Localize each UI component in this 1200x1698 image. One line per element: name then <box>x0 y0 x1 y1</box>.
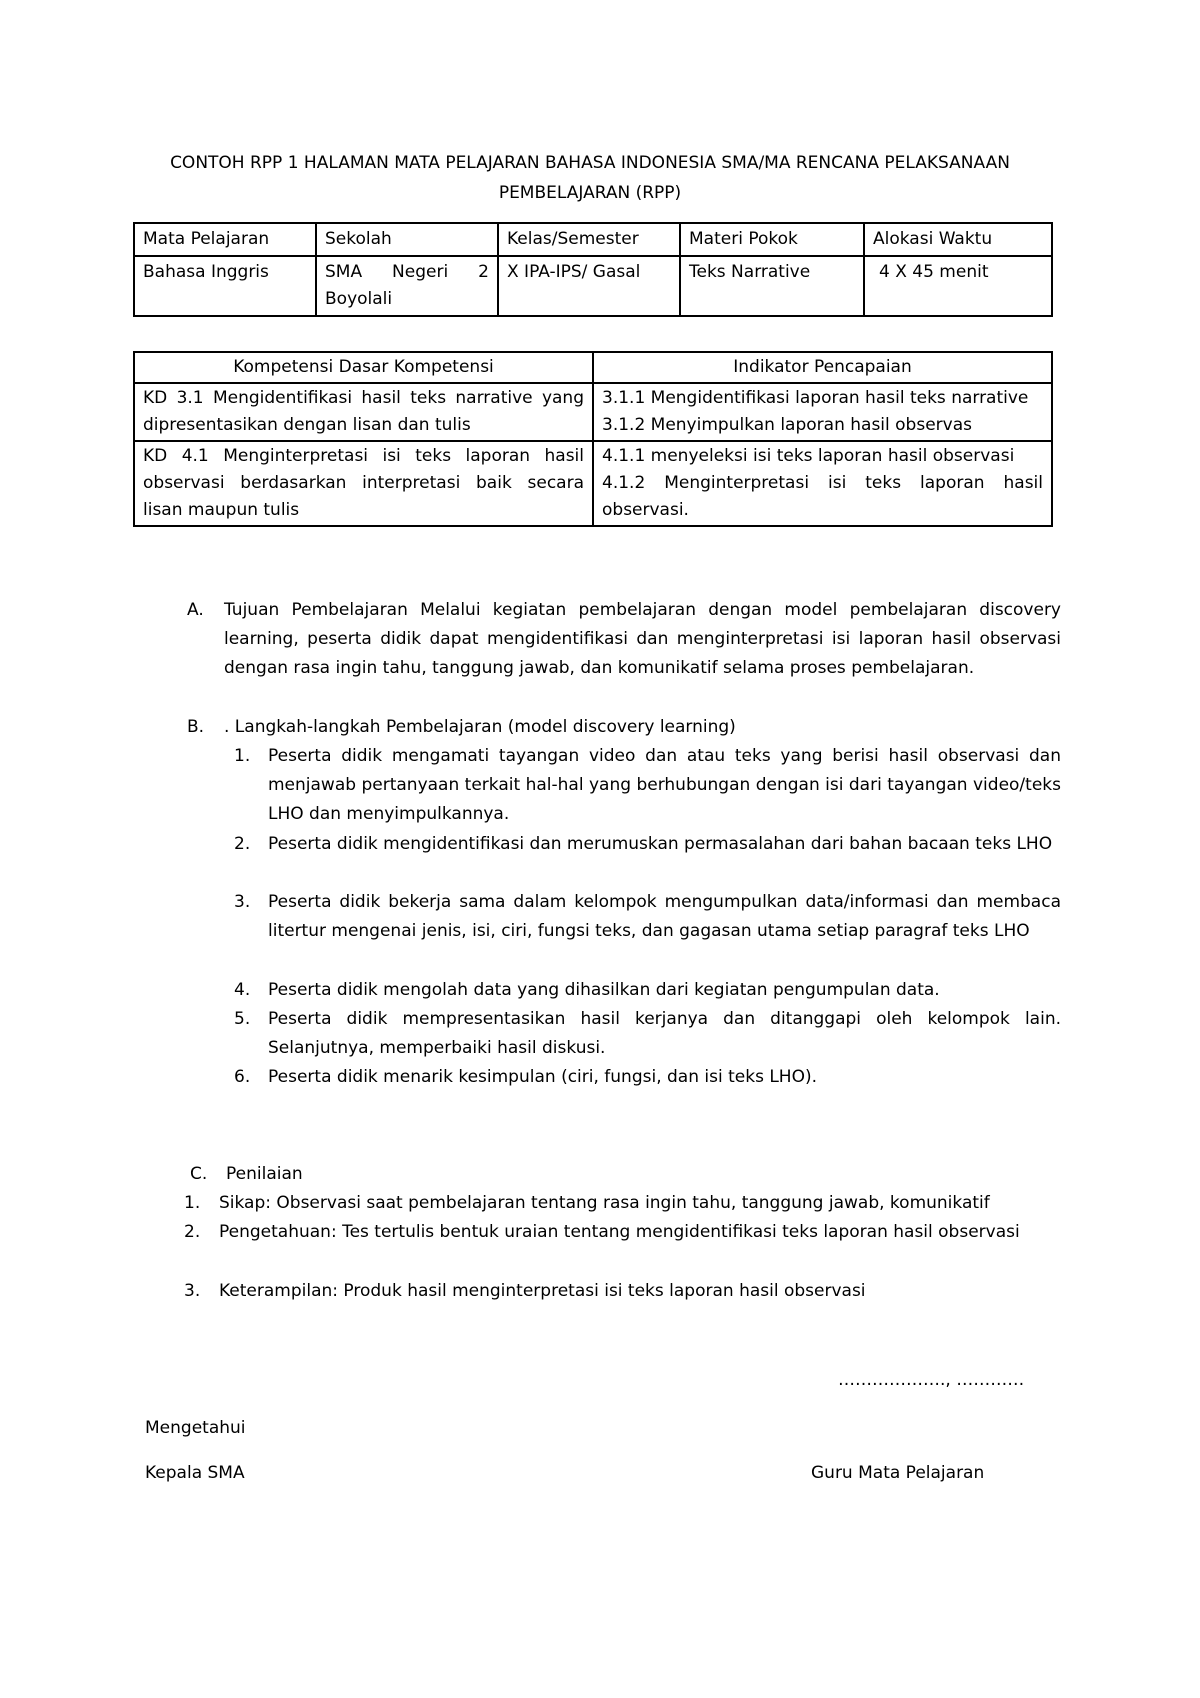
header-kompetensi-dasar: Kompetensi Dasar Kompetensi <box>134 352 593 383</box>
step-text: Peserta didik menarik kesimpulan (ciri, fungsi, dan isi teks LHO). <box>268 1067 817 1087</box>
section-a-marker: A. <box>187 600 204 620</box>
acknowledged-label: Mengetahui <box>145 1418 246 1438</box>
kd-cell: KD 3.1 Mengidentifikasi hasil teks narrative yang dipresentasikan dengan lisan dan tulis <box>134 383 593 441</box>
document-title <box>120 148 1060 208</box>
info-table-header-row <box>134 223 1052 256</box>
header-materi-pokok: Materi Pokok <box>680 223 864 256</box>
step-text: Peserta didik bekerja sama dalam kelompok mengumpulkan data/informasi dan membaca litertur mengenai jenis, isi, ciri, fungsi teks, dan gagasan utama setiap paragraf teks LHO <box>268 892 1061 941</box>
kd-table-row <box>134 383 1052 441</box>
value-materi-pokok: Teks Narrative <box>680 256 864 316</box>
indicator-cell <box>593 441 1052 526</box>
step-number: 6. <box>234 1067 251 1087</box>
assessment-text: Sikap: Observasi saat pembelajaran tentang rasa ingin tahu, tanggung jawab, komunikatif <box>219 1193 990 1213</box>
assessment-number: 2. <box>184 1222 201 1242</box>
indicator-item: 4.1.2 Menginterpretasi isi teks laporan hasil observasi. <box>602 473 1043 520</box>
value-sekolah: SMA Negeri 2 Boyolali <box>316 256 498 316</box>
step-text: Peserta didik mengolah data yang dihasilkan dari kegiatan pengumpulan data. <box>268 980 940 1000</box>
kd-table-header-row <box>134 352 1052 383</box>
info-table-value-row <box>134 256 1052 316</box>
section-a-text: Tujuan Pembelajaran Melalui kegiatan pembelajaran dengan model pembelajaran discovery learning, peserta didik dapat mengidentifikasi dan menginterpretasi isi laporan hasil observasi dengan rasa ingin tahu, tanggung jawab, dan komunikatif selama proses pembelajaran. <box>224 600 1061 678</box>
section-b-heading: . Langkah-langkah Pembelajaran (model discovery learning) <box>224 717 736 737</box>
step-number: 1. <box>234 746 251 766</box>
step-text: Peserta didik mengamati tayangan video dan atau teks yang berisi hasil observasi dan menjawab pertanyaan terkait hal-hal yang berhubungan dengan isi dari tayangan video/teks LHO dan menyimpulkannya. <box>268 746 1061 824</box>
indicator-item: 3.1.2 Menyimpulkan laporan hasil observas <box>602 415 972 435</box>
kd-table-row <box>134 441 1052 526</box>
step-number: 2. <box>234 834 251 854</box>
header-indikator: Indikator Pencapaian <box>593 352 1052 383</box>
assessment-text: Pengetahuan: Tes tertulis bentuk uraian tentang mengidentifikasi teks laporan hasil observasi <box>219 1222 1020 1242</box>
header-alokasi-waktu: Alokasi Waktu <box>864 223 1052 256</box>
section-c-marker: C. <box>190 1164 208 1184</box>
title-line-2: PEMBELAJARAN (RPP) <box>498 183 682 203</box>
assessment-number: 1. <box>184 1193 201 1213</box>
header-kelas-semester: Kelas/Semester <box>498 223 680 256</box>
assessment-number: 3. <box>184 1281 201 1301</box>
section-b-marker: B. <box>187 717 205 737</box>
step-text: Peserta didik mengidentifikasi dan merumuskan permasalahan dari bahan bacaan teks LHO <box>268 834 1053 854</box>
place-date: ………………., ………… <box>838 1370 1025 1390</box>
value-kelas-semester: X IPA-IPS/ Gasal <box>498 256 680 316</box>
teacher-label: Guru Mata Pelajaran <box>811 1463 985 1483</box>
step-number: 5. <box>234 1009 251 1029</box>
header-mata-pelajaran: Mata Pelajaran <box>134 223 316 256</box>
indicator-cell <box>593 383 1052 441</box>
kd-table <box>133 351 1053 527</box>
value-alokasi-waktu: 4 X 45 menit <box>864 256 1052 316</box>
step-text: Peserta didik mempresentasikan hasil kerjanya dan ditanggapi oleh kelompok lain. Selanjutnya, memperbaiki hasil diskusi. <box>268 1009 1061 1058</box>
header-sekolah: Sekolah <box>316 223 498 256</box>
title-line-1: CONTOH RPP 1 HALAMAN MATA PELAJARAN BAHASA INDONESIA SMA/MA RENCANA PELAKSANAAN <box>170 153 1010 173</box>
kd-cell: KD 4.1 Menginterpretasi isi teks laporan hasil observasi berdasarkan interpretasi baik secara lisan maupun tulis <box>134 441 593 526</box>
indicator-item: 4.1.1 menyeleksi isi teks laporan hasil observasi <box>602 446 1015 466</box>
value-mata-pelajaran: Bahasa Inggris <box>134 256 316 316</box>
step-number: 3. <box>234 892 251 912</box>
assessment-text: Keterampilan: Produk hasil menginterpretasi isi teks laporan hasil observasi <box>219 1281 866 1301</box>
info-table <box>133 222 1053 317</box>
indicator-item: 3.1.1 Mengidentifikasi laporan hasil teks narrative <box>602 388 1029 408</box>
section-c-heading: Penilaian <box>226 1164 303 1184</box>
step-number: 4. <box>234 980 251 1000</box>
principal-label: Kepala SMA <box>145 1463 245 1483</box>
